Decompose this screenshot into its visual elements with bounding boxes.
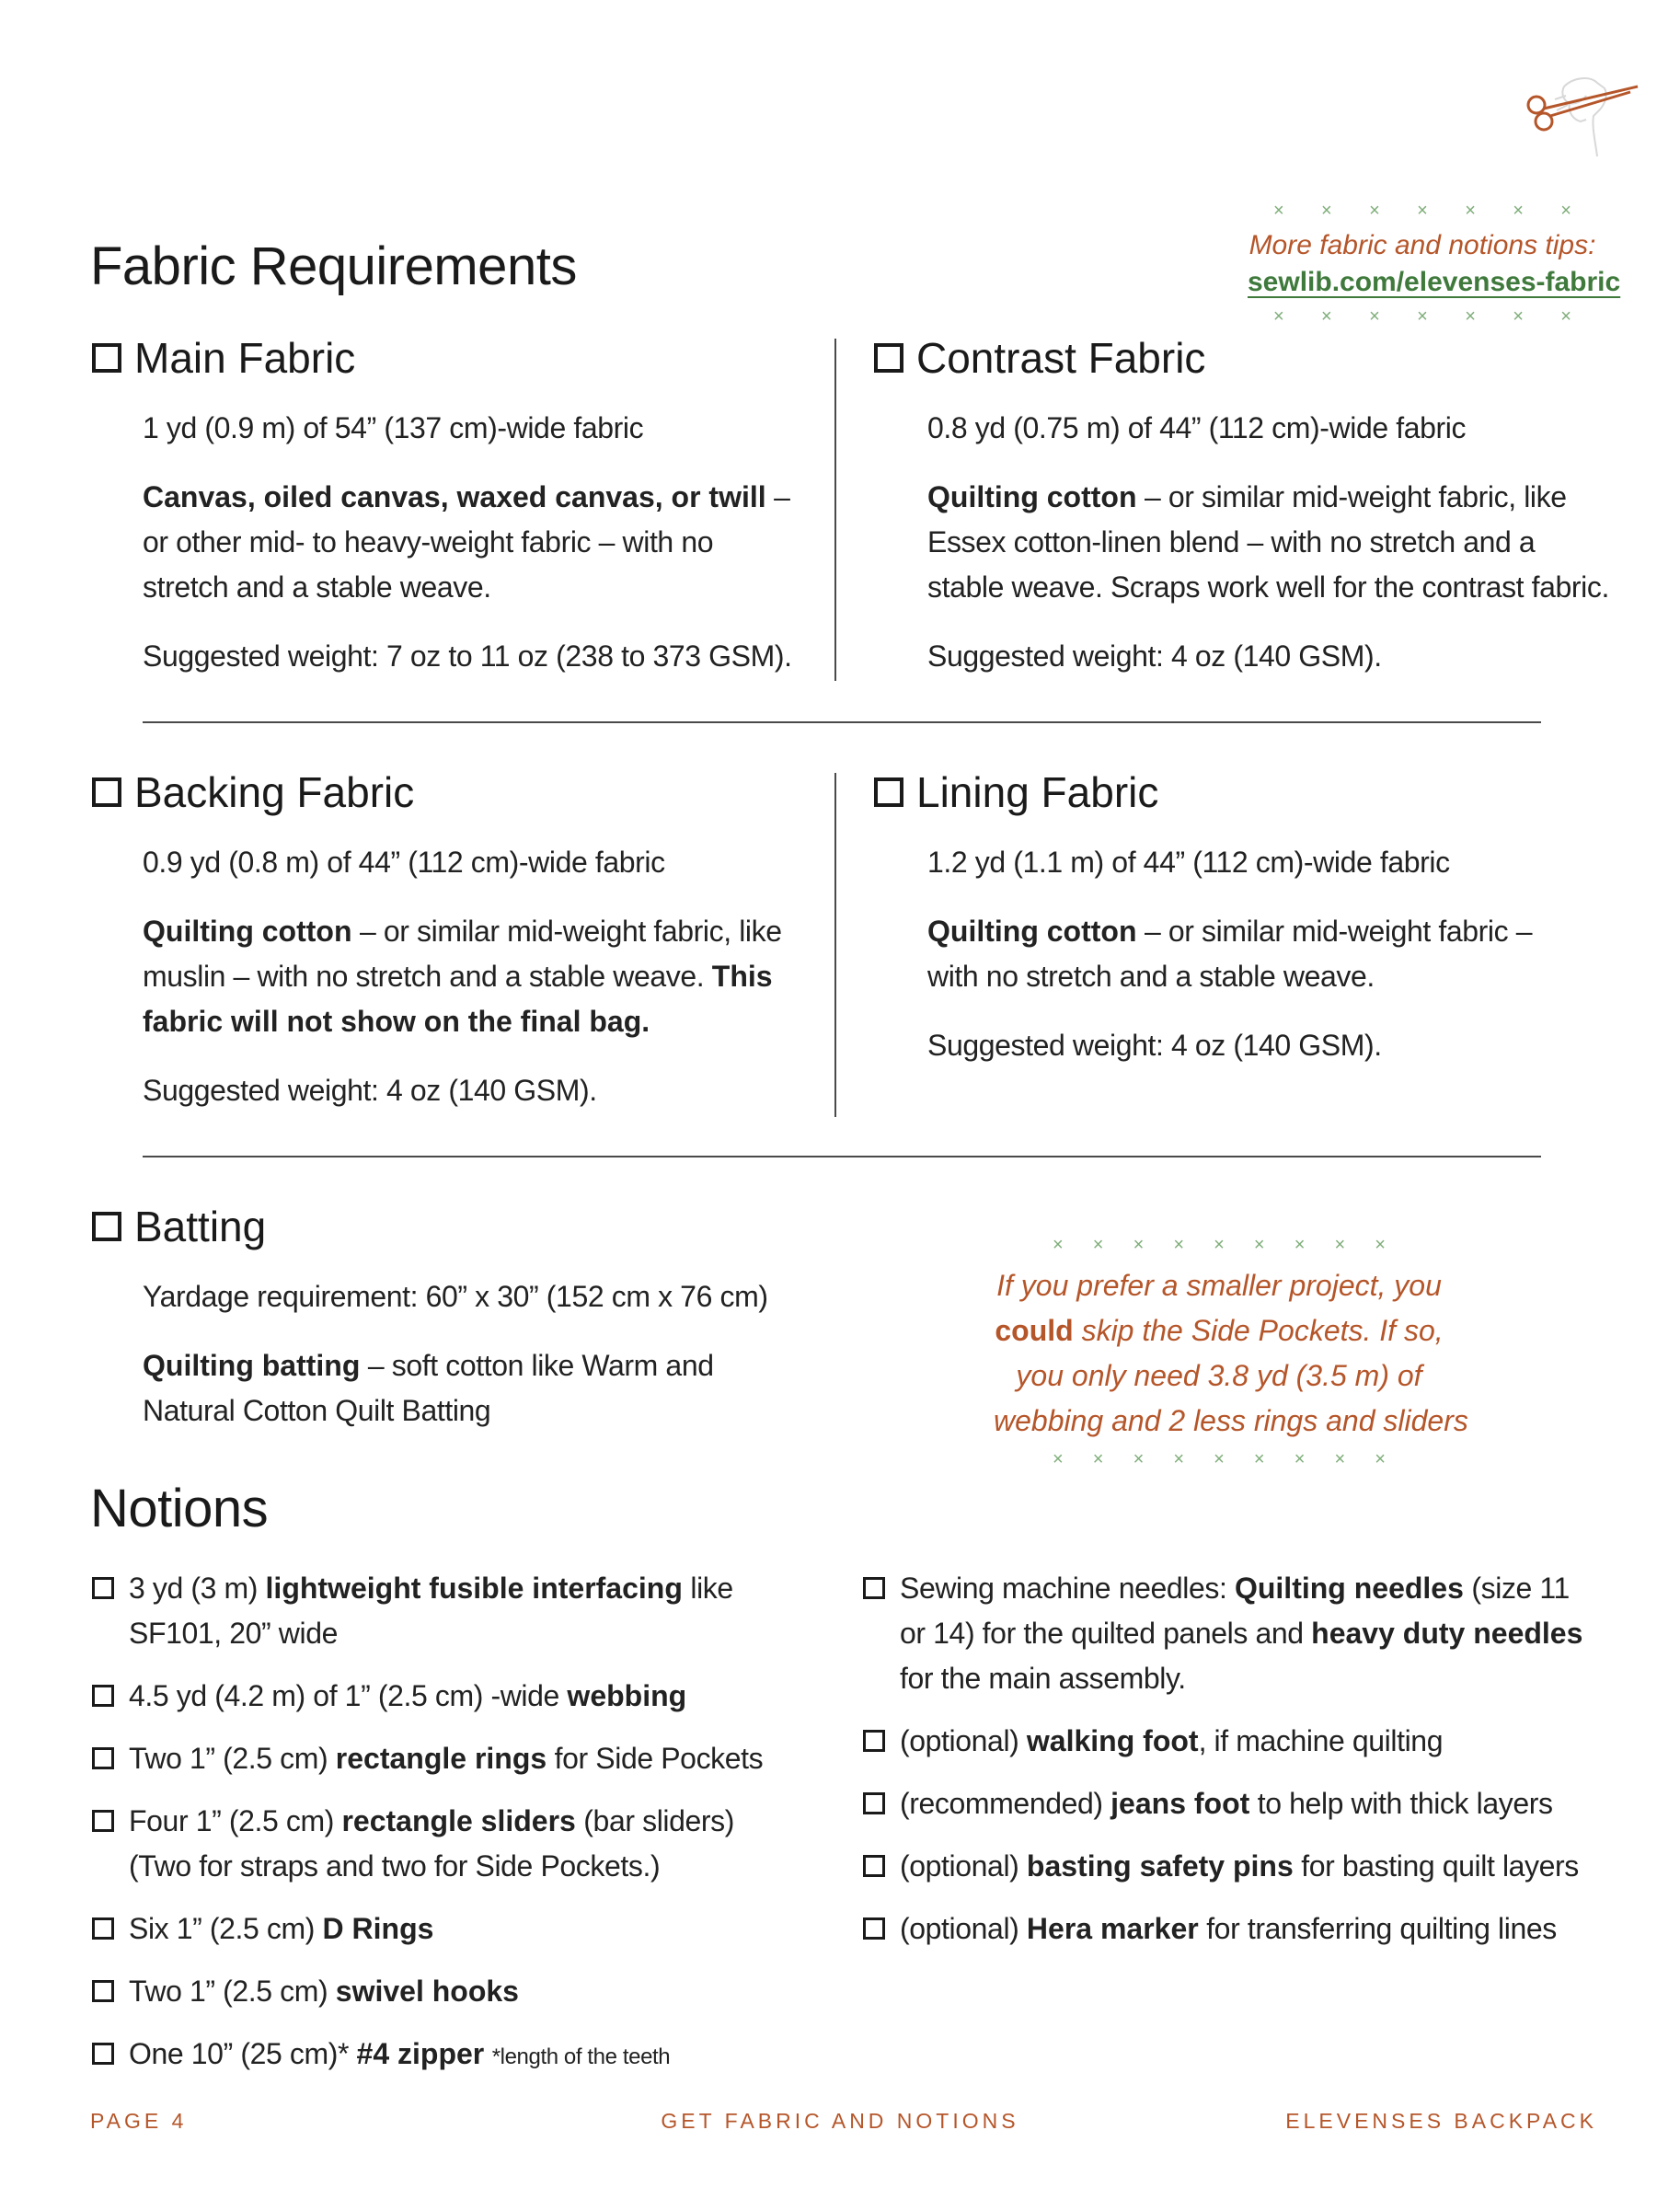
checkbox[interactable] (863, 1730, 885, 1752)
checkbox[interactable] (92, 1685, 114, 1707)
notion-bold: lightweight fusible interfacing (265, 1572, 683, 1605)
callout-bold: could (995, 1314, 1074, 1347)
backing-fabric-desc-bold2: This fabric will not show on the final bag. (143, 960, 773, 1038)
notion-text: (size 11 or 14) for the quilted panels and (900, 1572, 1570, 1650)
notion-text: Two 1” (2.5 cm) (129, 1742, 336, 1775)
list-item[interactable] (92, 1566, 773, 1656)
list-item[interactable] (863, 1781, 1599, 1826)
main-fabric-title: Main Fabric (134, 334, 356, 382)
notion-text: (optional) (900, 1724, 1027, 1757)
lining-fabric-desc (927, 909, 1590, 999)
notion-bold: webbing (567, 1679, 687, 1712)
list-item[interactable] (863, 1906, 1599, 1952)
notion-text: (bar sliders) (Two for straps and two for Side Pockets.) (129, 1804, 735, 1883)
notion-text: Sewing machine needles: (900, 1572, 1235, 1605)
contrast-fabric-desc (927, 475, 1613, 610)
lining-fabric-body (927, 840, 1590, 1092)
callout-line3: you only need 3.8 yd (3.5 m) of (1016, 1359, 1422, 1392)
page-title: Fabric Requirements (90, 236, 577, 296)
lining-fabric-heading (874, 767, 1158, 817)
backing-fabric-desc-rest: – or similar mid-weight fabric, like muslin – with no stretch and a stable weave. (143, 915, 782, 993)
notion-bold: rectangle sliders (341, 1804, 576, 1837)
backing-fabric-desc-bold: Quilting cotton (143, 915, 352, 948)
notion-bold: Hera marker (1026, 1912, 1199, 1945)
list-item[interactable] (92, 1906, 773, 1952)
notion-bold: jeans foot (1110, 1787, 1250, 1820)
footer-page-number: PAGE 4 (90, 2109, 188, 2133)
row-divider-1 (143, 721, 1541, 723)
main-fabric-yardage: 1 yd (0.9 m) of 54” (137 cm)-wide fabric (143, 411, 644, 444)
notion-text: 3 yd (3 m) (129, 1572, 266, 1605)
lining-fabric-title: Lining Fabric (916, 768, 1159, 816)
x-divider-top: × × × × × × × × × (1053, 1235, 1386, 1255)
checkbox[interactable] (92, 1747, 114, 1769)
checkbox[interactable] (92, 1917, 114, 1940)
list-item[interactable] (92, 1799, 773, 1889)
backing-fabric-yardage: 0.9 yd (0.8 m) of 44” (112 cm)-wide fabric (143, 846, 665, 879)
notion-text: 4.5 yd (4.2 m) of 1” (2.5 cm) -wide (129, 1679, 568, 1712)
tip-callout (1248, 201, 1621, 328)
batting-yardage: Yardage requirement: 60” x 30” (152 cm x 76 cm) (143, 1280, 768, 1313)
checkbox[interactable] (863, 1855, 885, 1877)
list-item[interactable] (92, 1736, 773, 1781)
notion-text: One 10” (25 cm)* (129, 2037, 357, 2070)
backing-fabric-desc (143, 909, 805, 1044)
checkbox[interactable] (92, 777, 121, 807)
notions-list-left (92, 1566, 773, 2097)
checkbox[interactable] (92, 343, 121, 373)
logo-hand-scissors-icon (1509, 68, 1647, 160)
notion-bold: #4 zipper (356, 2037, 485, 2070)
x-divider-bottom: × × × × × × × × × (1053, 1449, 1386, 1469)
main-fabric-body (143, 406, 805, 703)
checkbox[interactable] (92, 1810, 114, 1832)
list-item[interactable] (863, 1844, 1599, 1889)
checkbox[interactable] (874, 343, 903, 373)
notions-list-right (863, 1566, 1599, 1969)
backing-fabric-weight: Suggested weight: 4 oz (140 GSM). (143, 1074, 597, 1107)
checkbox[interactable] (92, 1577, 114, 1599)
contrast-fabric-body (927, 406, 1613, 703)
batting-heading (92, 1202, 266, 1251)
notion-text: for basting quilt layers (1293, 1849, 1579, 1883)
footer-section-title: GET FABRIC AND NOTIONS (661, 2109, 1019, 2133)
batting-desc-rest: – soft cotton like Warm and Natural Cotton Quilt Batting (143, 1349, 714, 1427)
notion-bold: walking foot (1026, 1724, 1199, 1757)
checkbox[interactable] (863, 1792, 885, 1814)
tip-label: More fabric and notions tips: (1248, 230, 1596, 260)
callout-text (994, 1263, 1468, 1444)
checkbox[interactable] (863, 1917, 885, 1940)
batting-body (143, 1274, 805, 1457)
notion-bold: heavy duty needles (1311, 1617, 1583, 1650)
contrast-fabric-desc-bold: Quilting cotton (927, 480, 1137, 513)
list-item[interactable] (92, 2032, 773, 2079)
main-fabric-heading (92, 333, 355, 383)
side-pocket-callout (994, 1235, 1468, 1470)
notion-text: Six 1” (2.5 cm) (129, 1912, 323, 1945)
main-fabric-weight: Suggested weight: 7 oz to 11 oz (238 to 373 GSM). (143, 639, 792, 673)
list-item[interactable] (863, 1719, 1599, 1764)
callout-line2 (994, 1308, 1444, 1353)
notion-text: , if machine quilting (1198, 1724, 1444, 1757)
notion-bold: swivel hooks (335, 1975, 519, 2008)
notion-text: (optional) (900, 1912, 1027, 1945)
callout-line2-rest: skip the Side Pockets. If so, (1073, 1314, 1444, 1347)
batting-title: Batting (134, 1203, 267, 1250)
lining-fabric-desc-bold: Quilting cotton (927, 915, 1137, 948)
notion-text: (recommended) (900, 1787, 1111, 1820)
x-divider-bottom: × × × × × × × (1273, 306, 1571, 327)
checkbox[interactable] (92, 1212, 121, 1241)
notion-text: for transferring quilting lines (1198, 1912, 1557, 1945)
notion-text: like SF101, 20” wide (129, 1572, 733, 1650)
checkbox[interactable] (863, 1577, 885, 1599)
notion-footnote: *length of the teeth (491, 2044, 671, 2069)
contrast-fabric-heading (874, 333, 1205, 383)
x-divider-top: × × × × × × × (1273, 201, 1571, 221)
main-fabric-desc-bold: Canvas, oiled canvas, waxed canvas, or twill (143, 480, 766, 513)
batting-desc (143, 1343, 805, 1434)
contrast-fabric-yardage: 0.8 yd (0.75 m) of 44” (112 cm)-wide fabric (927, 411, 1467, 444)
notion-text: Four 1” (2.5 cm) (129, 1804, 342, 1837)
callout-line4: webbing and 2 less rings and sliders (994, 1404, 1468, 1437)
backing-fabric-body (143, 840, 805, 1137)
notion-text: for Side Pockets (547, 1742, 764, 1775)
tip-link[interactable]: sewlib.com/elevenses-fabric (1248, 267, 1621, 297)
notion-text: (optional) (900, 1849, 1027, 1883)
contrast-fabric-weight: Suggested weight: 4 oz (140 GSM). (927, 639, 1382, 673)
checkbox[interactable] (874, 777, 903, 807)
notion-text: for the main assembly. (900, 1662, 1186, 1695)
lining-fabric-desc-rest: – or similar mid-weight fabric – with no stretch and a stable weave. (927, 915, 1533, 993)
footer-pattern-name: ELEVENSES BACKPACK (1285, 2109, 1597, 2133)
notion-bold: basting safety pins (1026, 1849, 1294, 1883)
notions-title: Notions (90, 1479, 269, 1538)
checkbox[interactable] (92, 1980, 114, 2002)
notion-bold: D Rings (322, 1912, 434, 1945)
column-divider-1 (834, 339, 836, 681)
lining-fabric-weight: Suggested weight: 4 oz (140 GSM). (927, 1029, 1382, 1062)
notion-bold: rectangle rings (335, 1742, 547, 1775)
main-fabric-desc-rest: – or other mid- to heavy-weight fabric – with no stretch and a stable weave. (143, 480, 790, 604)
list-item[interactable] (863, 1566, 1599, 1701)
list-item[interactable] (92, 1969, 773, 2014)
notion-text: to help with thick layers (1249, 1787, 1553, 1820)
contrast-fabric-title: Contrast Fabric (916, 334, 1206, 382)
checkbox[interactable] (92, 2043, 114, 2065)
contrast-fabric-desc-rest: – or similar mid-weight fabric, like Essex cotton-linen blend – with no stretch and a stable weave. Scraps work well for the contrast fabric. (927, 480, 1609, 604)
row-divider-2 (143, 1156, 1541, 1157)
backing-fabric-title: Backing Fabric (134, 768, 415, 816)
column-divider-2 (834, 773, 836, 1117)
list-item[interactable] (92, 1674, 773, 1719)
main-fabric-desc (143, 475, 805, 610)
backing-fabric-heading (92, 767, 414, 817)
notion-bold: Quilting needles (1234, 1572, 1464, 1605)
batting-desc-bold: Quilting batting (143, 1349, 361, 1382)
lining-fabric-yardage: 1.2 yd (1.1 m) of 44” (112 cm)-wide fabric (927, 846, 1450, 879)
notion-text: Two 1” (2.5 cm) (129, 1975, 336, 2008)
callout-line1: If you prefer a smaller project, you (996, 1269, 1442, 1302)
